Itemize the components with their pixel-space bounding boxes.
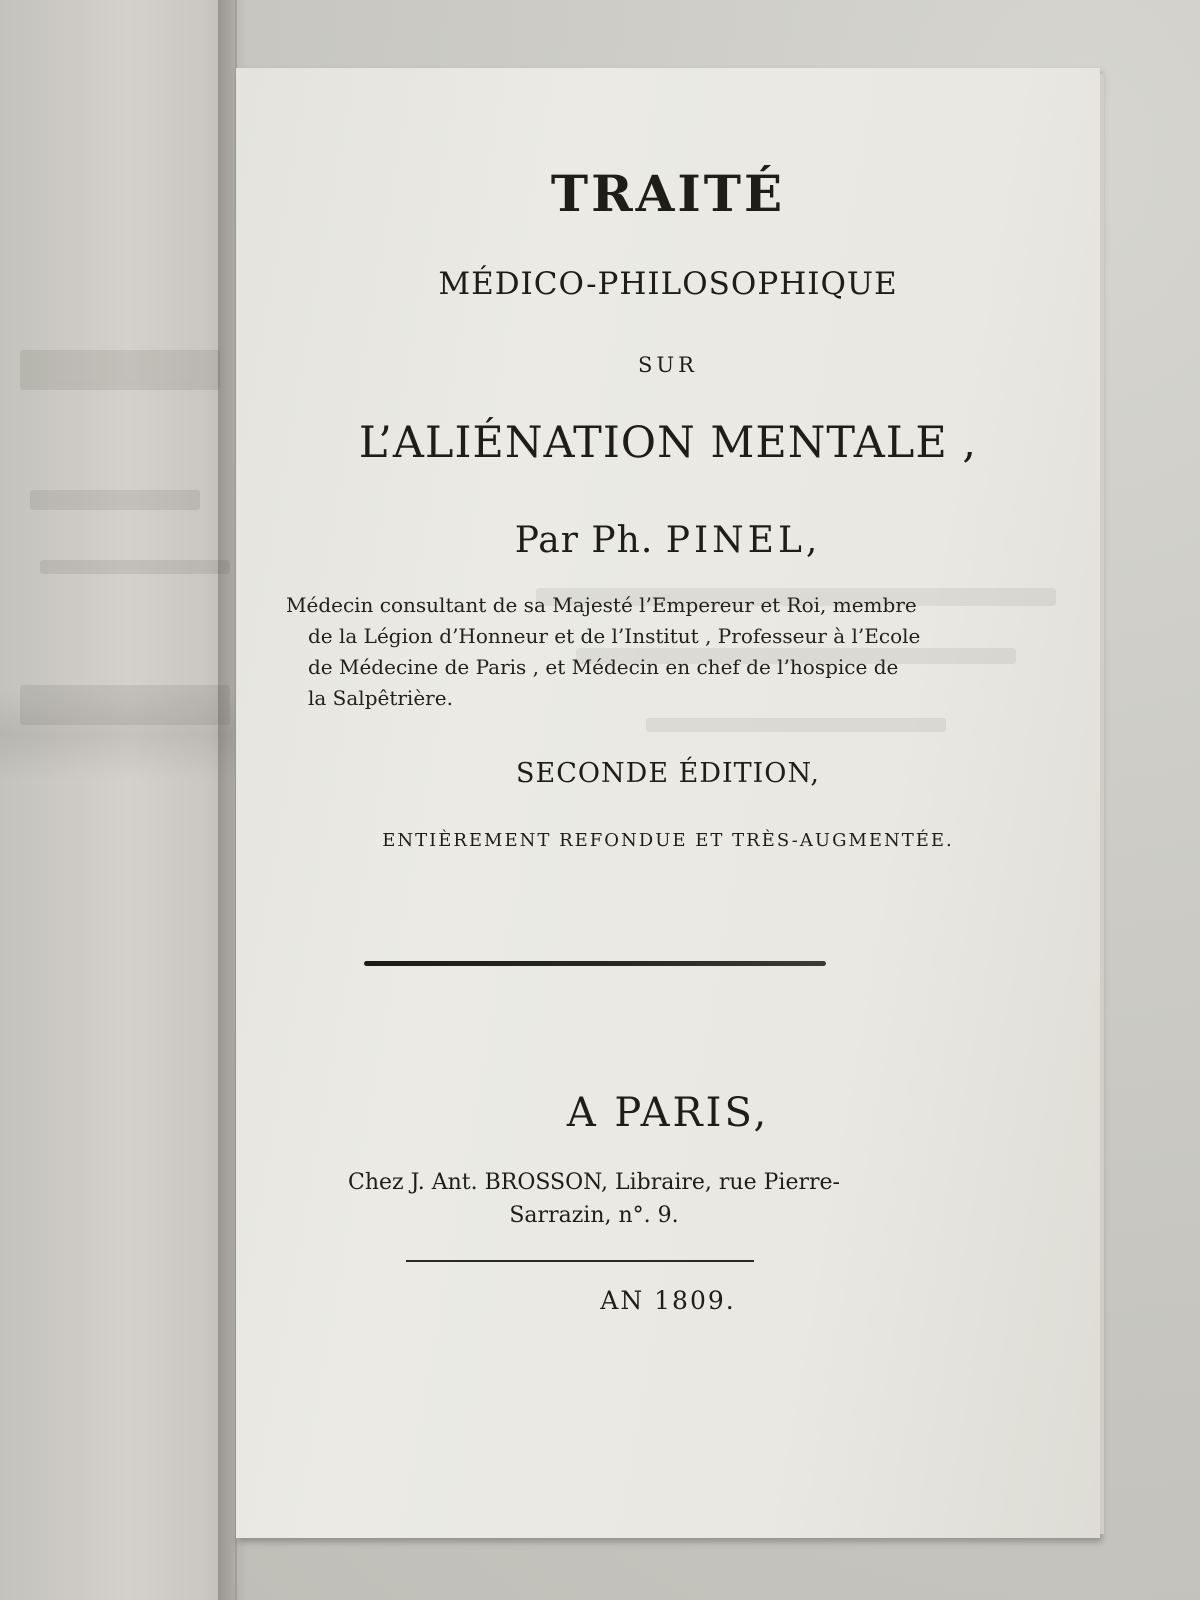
credentials-line: de Médecine de Paris , et Médecin en chef de l’hospice de — [308, 655, 899, 679]
edition-note: ENTIÈREMENT REFONDUE ET TRÈS-AUGMENTÉE. — [382, 830, 954, 851]
title-page — [236, 68, 1100, 1538]
edition: SECONDE ÉDITION, — [516, 758, 820, 789]
title-preposition: SUR — [638, 353, 698, 377]
ornamental-rule — [364, 961, 826, 966]
book-title: TRAITÉ — [550, 164, 786, 223]
credentials-line: Médecin consultant de sa Majesté l’Empereur et Roi, membre — [286, 593, 917, 617]
publication-year: AN 1809. — [600, 1286, 736, 1315]
page-edge — [1100, 74, 1104, 1534]
credentials-line: de la Légion d’Honneur et de l’Institut , Professeur à l’Ecole — [308, 624, 921, 648]
publisher-line: Sarrazin, n°. 9. — [509, 1203, 679, 1228]
publisher-imprint — [274, 1166, 914, 1232]
author-line — [236, 520, 1100, 561]
bleed-through-text — [0, 330, 230, 750]
book-subtitle: MÉDICO-PHILOSOPHIQUE — [438, 266, 898, 302]
publisher-line: Chez J. Ant. BROSSON, Libraire, rue Pierre- — [348, 1170, 840, 1195]
publication-place: A PARIS, — [566, 1090, 770, 1136]
author-credentials — [286, 590, 921, 714]
credentials-line: la Salpêtrière. — [308, 686, 453, 710]
facing-page — [0, 0, 237, 1600]
author-prefix: Par Ph. — [514, 520, 654, 561]
author-name: PINEL, — [665, 520, 822, 561]
book-subject: L’ALIÉNATION MENTALE , — [358, 418, 978, 468]
imprint-rule — [406, 1260, 754, 1262]
